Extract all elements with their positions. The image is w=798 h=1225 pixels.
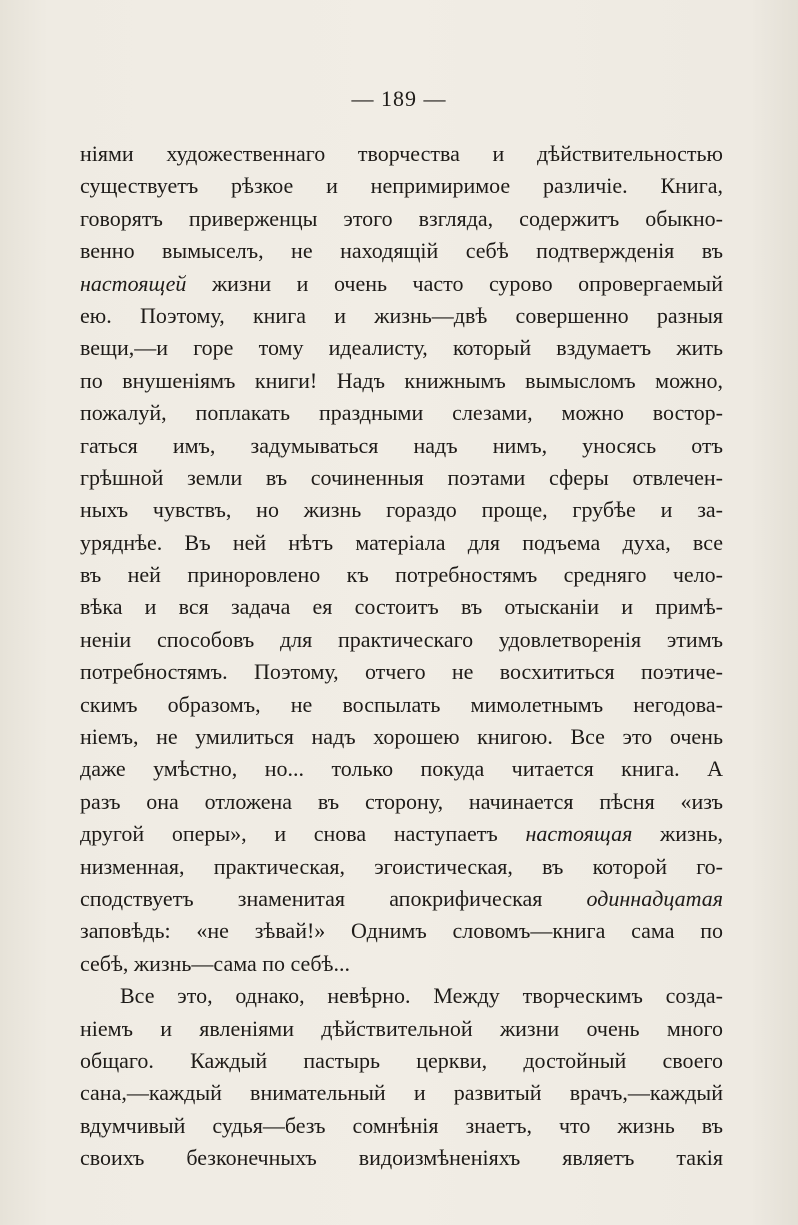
line-text: пожалуй, поплакать праздными слезами, можно востор- — [80, 400, 723, 426]
text-line — [80, 753, 723, 785]
text-line — [80, 559, 723, 591]
text-line — [80, 721, 723, 753]
line-text: заповѣдь: «не зѣвай!» Однимъ словомъ—книга сама по — [80, 918, 723, 944]
emphasis-text: настоящей — [80, 270, 187, 296]
text-line — [80, 397, 723, 429]
line-text: другой оперы», и снова наступаетъ — [80, 821, 526, 847]
text-line — [80, 203, 723, 235]
emphasis-text: одиннадцатая — [586, 885, 723, 911]
line-text: по внушеніямъ книги! Надъ книжнымъ вымысломъ можно, — [80, 367, 723, 393]
text-line — [80, 1077, 723, 1109]
line-text: сподствуетъ знаменитая апокрифическая — [80, 885, 587, 911]
line-text: существуетъ рѣзкое и непримиримое различіе. Книга, — [80, 173, 723, 199]
line-text: уряднѣе. Въ ней нѣтъ матеріала для подъема духа, все — [80, 529, 723, 555]
text-line — [80, 527, 723, 559]
line-text: потребностямъ. Поэтому, отчего не восхититься поэтиче- — [80, 659, 723, 685]
text-line — [80, 786, 723, 818]
text-line — [80, 624, 723, 656]
line-text: жизни и очень часто сурово опровергаемый — [186, 270, 723, 296]
line-text: даже умѣстно, но... только покуда читается книга. А — [80, 756, 723, 782]
line-text: сана,—каждый внимательный и развитый врачъ,—каждый — [80, 1080, 723, 1106]
line-text: грѣшной земли въ сочиненныя поэтами сферы отвлечен- — [80, 464, 723, 490]
line-text: скимъ образомъ, не воспылать мимолетнымъ негодова- — [80, 691, 723, 717]
text-line — [80, 980, 723, 1012]
line-text: вдумчивый судья—безъ сомнѣнія знаетъ, что жизнь въ — [80, 1112, 723, 1138]
text-line — [80, 170, 723, 202]
text-line — [80, 689, 723, 721]
line-text: въ ней приноровлено къ потребностямъ средняго чело- — [80, 562, 723, 588]
body-text — [80, 138, 723, 1175]
text-line — [80, 915, 723, 947]
line-text: низменная, практическая, эгоистическая, въ которой го- — [80, 853, 723, 879]
text-line — [80, 883, 723, 915]
line-text: своихъ безконечныхъ видоизмѣненіяхъ являетъ такія — [80, 1145, 723, 1171]
emphasis-text: настоящая — [525, 821, 633, 847]
text-line — [80, 494, 723, 526]
line-text: ею. Поэтому, книга и жизнь—двѣ совершенно разныя — [80, 302, 723, 328]
text-line — [80, 1045, 723, 1077]
text-line — [80, 948, 723, 980]
text-line — [80, 1142, 723, 1174]
line-text: неніи способовъ для практическаго удовлетворенія этимъ — [80, 626, 723, 652]
text-line — [80, 300, 723, 332]
line-text: разъ она отложена въ сторону, начинается пѣсня «изъ — [80, 788, 723, 814]
text-line — [80, 656, 723, 688]
page-number: — 189 — — [351, 86, 447, 111]
text-line — [80, 1013, 723, 1045]
line-text: ныхъ чувствъ, но жизнь гораздо проще, грубѣе и за- — [80, 497, 723, 523]
text-line — [80, 591, 723, 623]
line-text: говорятъ приверженцы этого взгляда, содержитъ обыкно- — [80, 205, 723, 231]
line-text: ніемъ и явленіями дѣйствительной жизни очень много — [80, 1015, 723, 1041]
line-text: вещи,—и горе тому идеалисту, который вздумаетъ жить — [80, 335, 723, 361]
text-line — [80, 430, 723, 462]
text-line — [80, 851, 723, 883]
text-line — [80, 818, 723, 850]
line-text: гаться имъ, задумываться надъ нимъ, уносясь отъ — [80, 432, 723, 458]
line-text: ніями художественнаго творчества и дѣйствительностью — [80, 141, 723, 166]
text-line — [80, 138, 723, 170]
text-line — [80, 268, 723, 300]
line-text: жизнь, — [632, 821, 723, 847]
line-text: венно вымыселъ, не находящій себѣ подтвержденія въ — [80, 238, 723, 264]
text-line — [80, 365, 723, 397]
line-text: себѣ, жизнь—сама по себѣ... — [80, 950, 350, 976]
line-text: Все это, однако, невѣрно. Между творческимъ созда- — [120, 983, 723, 1009]
text-line — [80, 462, 723, 494]
line-text: общаго. Каждый пастырь церкви, достойный своего — [80, 1047, 723, 1073]
line-text: вѣка и вся задача ея состоитъ въ отысканіи и примѣ- — [80, 594, 723, 620]
line-text: ніемъ, не умилиться надъ хорошею книгою. Все это очень — [80, 724, 723, 750]
text-line — [80, 235, 723, 267]
text-line — [80, 332, 723, 364]
text-line — [80, 1110, 723, 1142]
